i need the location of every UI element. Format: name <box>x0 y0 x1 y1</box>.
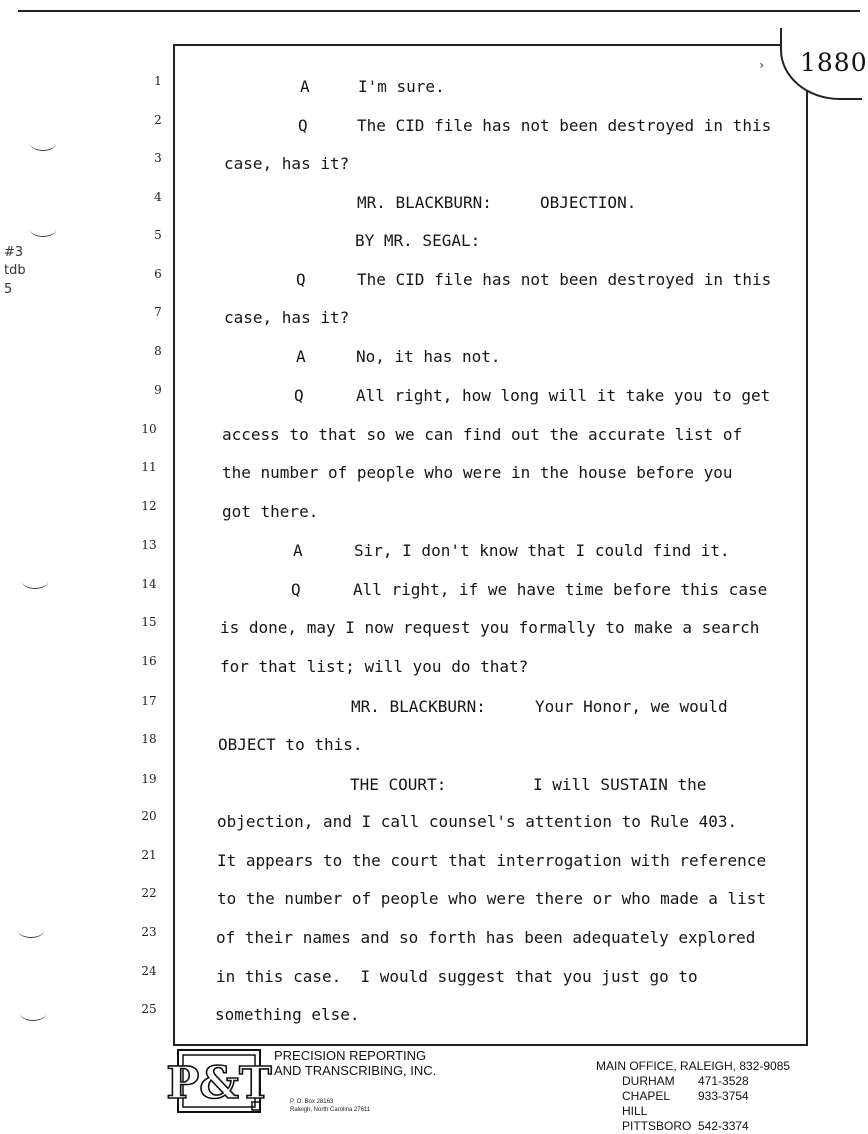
speaker-label: MR. BLACKBURN: <box>351 697 486 716</box>
speaker-label: MR. BLACKBURN: <box>357 193 492 212</box>
address-line-2: Raleigh, North Carolina 27611 <box>290 1107 371 1113</box>
transcript-text: something else. <box>215 1005 360 1024</box>
office-city: DURHAM <box>622 1074 675 1088</box>
transcript-text: I'm sure. <box>358 77 445 96</box>
transcript-text: access to that so we can find out the accurate list of <box>222 425 743 444</box>
speaker-label: Q <box>298 116 308 135</box>
transcript-text: case, has it? <box>224 308 350 327</box>
line-number: 13 <box>141 538 157 552</box>
margin-mark <box>30 136 56 151</box>
speaker-label: A <box>293 541 303 560</box>
line-number: 21 <box>141 848 157 862</box>
office-city: PITTSBORO <box>622 1119 692 1133</box>
stray-mark: › <box>758 58 766 72</box>
transcript-text: All right, if we have time before this case <box>353 580 768 599</box>
transcript-text: to the number of people who were there or who made a list <box>217 889 767 908</box>
transcript-text: Sir, I don't know that I could find it. <box>354 541 730 560</box>
line-number: 12 <box>141 499 157 513</box>
page-number: 1880 <box>800 48 868 77</box>
transcript-text: OBJECT to this. <box>218 735 363 754</box>
company-name <box>274 1048 436 1078</box>
company-line-1: PRECISION REPORTING <box>274 1048 427 1063</box>
top-border-rule <box>18 10 860 12</box>
company-logo <box>166 1046 272 1116</box>
line-number: 18 <box>141 732 157 746</box>
speaker-label: Q <box>296 270 306 289</box>
line-number: 3 <box>154 151 162 165</box>
transcript-frame-top <box>173 44 783 46</box>
line-number: 7 <box>154 305 162 319</box>
company-line-2: AND TRANSCRIBING, INC. <box>274 1063 437 1078</box>
line-number: 24 <box>141 964 157 978</box>
transcript-text: got there. <box>222 502 319 521</box>
transcript-text: No, it has not. <box>356 347 501 366</box>
margin-mark <box>30 222 56 237</box>
company-address <box>290 1098 370 1114</box>
transcript-text: in this case. I would suggest that you just go to <box>216 967 698 986</box>
line-number: 11 <box>141 460 157 474</box>
transcript-text: BY MR. SEGAL: <box>355 231 481 250</box>
office-row <box>596 1119 790 1134</box>
transcript-text: objection, and I call counsel's attention to Rule 403. <box>217 812 738 831</box>
line-number: 2 <box>154 113 162 127</box>
office-phone: 933-3754 <box>698 1089 749 1103</box>
line-number: 9 <box>154 383 162 397</box>
transcript-text: is done, may I now request you formally to make a search <box>220 618 760 637</box>
line-number: 23 <box>141 925 157 939</box>
line-number: 16 <box>141 654 157 668</box>
line-number: 14 <box>141 577 157 591</box>
transcript-text: It appears to the court that interrogation with reference <box>217 851 767 870</box>
logo-lettering: P&T <box>166 1058 272 1109</box>
transcript-text: The CID file has not been destroyed in this <box>357 270 772 289</box>
line-number: 15 <box>141 615 157 629</box>
speaker-label: Q <box>291 580 301 599</box>
office-phone: 542-3374 <box>698 1119 749 1133</box>
transcript-text: OBJECTION. <box>540 193 637 212</box>
speaker-label: A <box>300 77 310 96</box>
transcript-text: case, has it? <box>224 154 350 173</box>
margin-note: #3 <box>4 245 24 260</box>
transcript-text: of their names and so forth has been adequately explored <box>216 928 756 947</box>
line-number: 25 <box>141 1002 157 1016</box>
margin-note: 5 <box>4 282 13 297</box>
office-row <box>596 1074 790 1089</box>
transcript-text: Your Honor, we would <box>535 697 728 716</box>
office-row <box>596 1089 790 1119</box>
line-number: 10 <box>141 422 157 436</box>
office-city: CHAPEL HILL <box>622 1089 670 1118</box>
office-phone: 471-3528 <box>698 1074 749 1088</box>
line-number: 4 <box>154 190 162 204</box>
address-line-1: P. O. Box 28163 <box>290 1099 334 1105</box>
speaker-label: A <box>296 347 306 366</box>
margin-mark <box>22 574 48 589</box>
margin-note: tdb <box>4 263 26 278</box>
line-number: 5 <box>154 228 162 242</box>
transcript-text: I will SUSTAIN the <box>533 775 707 794</box>
transcript-text: All right, how long will it take you to get <box>356 386 771 405</box>
margin-mark <box>18 923 44 938</box>
office-list <box>596 1059 790 1134</box>
speaker-label: THE COURT: <box>350 775 447 794</box>
line-number: 1 <box>154 74 162 88</box>
transcript-text: the number of people who were in the house before you <box>222 463 733 482</box>
line-number: 20 <box>141 809 157 823</box>
margin-mark <box>20 1006 46 1021</box>
line-number: 17 <box>141 694 157 708</box>
line-number: 6 <box>154 267 162 281</box>
speaker-label: Q <box>294 386 304 405</box>
transcript-text: The CID file has not been destroyed in this <box>357 116 772 135</box>
line-number: 19 <box>141 772 157 786</box>
transcript-text: for that list; will you do that? <box>220 657 529 676</box>
main-office: MAIN OFFICE, RALEIGH, 832-9085 <box>596 1059 791 1073</box>
line-number: 8 <box>154 344 162 358</box>
line-number: 22 <box>141 886 157 900</box>
